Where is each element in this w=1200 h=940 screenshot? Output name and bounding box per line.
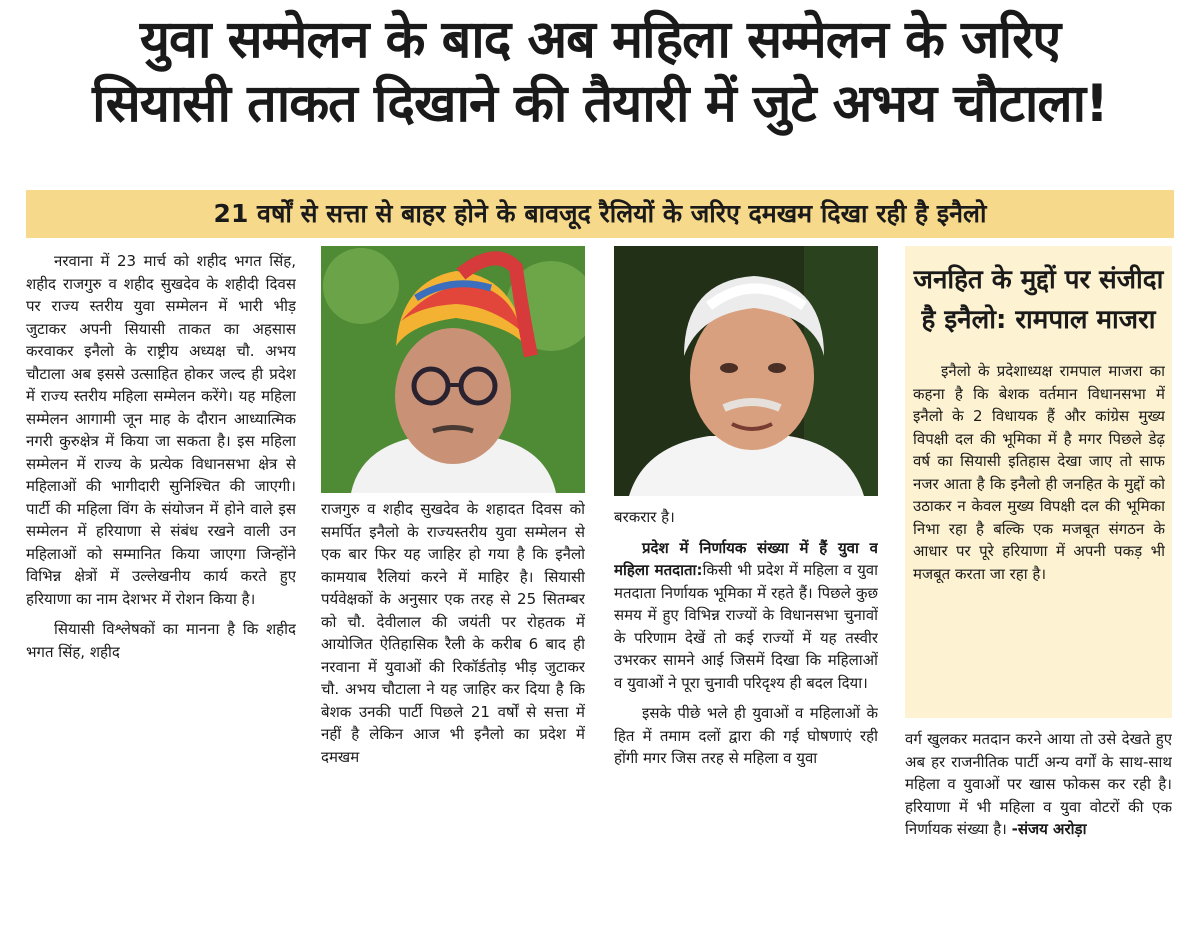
article-paragraph bbox=[614, 537, 878, 695]
article-column-2 bbox=[321, 498, 585, 930]
article-paragraph: इसके पीछे भले ही युवाओं व महिलाओं के हित में तमाम दलों द्वारा की गई घोषणाएं रही होंगी मगर जिस तरह से महिला व युवा bbox=[614, 704, 878, 767]
byline: -संजय अरोड़ा bbox=[1011, 820, 1087, 838]
article-paragraph: नरवाना में 23 मार्च को शहीद भगत सिंह, शहीद राजगुरु व शहीद सुखदेव के शहीदी दिवस पर राज्य स्तरीय युवा सम्मेलन में भारी भीड़ जुटाकर अपनी सियासी ताकत का अहसास करवाकर इनैलो के राष्ट्रीय अध्यक्ष चौ. अभय चौटाला अब इससे उत्साहित होकर जल्द ही प्रदेश में राज्य स्तरीय महिला सम्मेलन करेंगे। यह महिला सम्मेलन आगामी जून माह के दौरान आध्यात्मिक नगरी कुरुक्षेत्र में किया जा सकता है। इस महिला सम्मेलन में राज्य के प्रत्येक विधानसभा क्षेत्र से महिलाओं की भागीदारी सुनिश्चित की जाएगी। पार्टी की महिला विंग के संयोजन में होने वाले इस सम्मेलन में हरियाणा से संबंध रखने वाली उन महिलाओं को सम्मानित किया जाएगा जिन्होंने विभिन्न क्षेत्रों में उल्लेखनीय कार्य करते हुए हरियाणा का नाम देशभर में रोशन किया है। bbox=[26, 252, 296, 608]
article-text: वर्ग खुलकर मतदान करने आया तो उसे देखते हुए अब हर राजनीतिक पार्टी अन्य वर्गों के साथ-साथ महिला व युवाओं पर खास फोकस कर रही है। हरियाणा में भी महिला व युवा वोटरों की एक निर्णायक संख्या है। bbox=[905, 730, 1172, 838]
article-subheading: प्रदेश में निर्णायक संख्या में हैं युवा व महिला मतदाता: bbox=[614, 538, 878, 579]
photo-rampal-majra bbox=[614, 246, 878, 496]
article-paragraph: बरकरार है। bbox=[614, 508, 675, 526]
sidebar-title: जनहित के मुद्दों पर संजीदा है इनैलो: रामपाल माजरा bbox=[913, 265, 1164, 335]
article-paragraph: राजगुरु व शहीद सुखदेव के शहादत दिवस को समर्पित इनैलो के राज्यस्तरीय युवा सम्मेलन से एक बार फिर यह जाहिर हो गया है कि इनैलो कामयाब रैलियां करने में माहिर है। सियासी पर्यवेक्षकों के अनुसार एक तरह से 25 सितम्बर को चौ. देवीलाल की जयंती पर रोहतक में आयोजित ऐतिहासिक रैली के करीब 6 बाद ही नरवाना में युवाओं की रिकॉर्डतोड़ भीड़ जुटाकर चौ. अभय चौटाला ने यह जाहिर कर दिया है कि बेशक उनकी पार्टी पिछले 21 वर्षों से सत्ता में नहीं है लेकिन आज भी इनैलो का प्रदेश में दमखम bbox=[321, 500, 585, 766]
article-column-4 bbox=[905, 728, 1172, 930]
subheadline: 21 वर्षों से सत्ता से बाहर होने के बावजूद रैलियों के जरिए दमखम दिखा रही है इनैलो bbox=[26, 190, 1174, 238]
sidebar-paragraph: इनैलो के प्रदेशाध्यक्ष रामपाल माजरा का कहना है कि बेशक वर्तमान विधानसभा में इनैलो के 2 विधायक हैं और कांग्रेस मुख्य विपक्षी दल की भूमिका में है मगर पिछले डेढ़ वर्ष का सियासी इतिहास देखा जाए तो साफ नजर आता है कि इनैलो ही जनहित के मुद्दों को उठाकर न केवल मुख्य विपक्षी दल की भूमिका निभा रहा है बल्कि एक मजबूत संगठन के आधार पर पूरे हरियाणा में अपनी पकड़ भी मजबूत करता जा रहा है। bbox=[913, 362, 1165, 583]
article-paragraph bbox=[905, 728, 1172, 841]
article-text: किसी भी प्रदेश में महिला व युवा मतदाता निर्णायक भूमिका में रहते हैं। पिछले कुछ समय में हुए विभिन्न राज्यों के विधानसभा चुनावों के परिणाम देखें तो कई राज्यों में यह तस्वीर उभरकर सामने आई जिसमें दिखा कि महिलाओं व युवाओं ने पूरा चुनावी परिदृश्य ही बदल दिया। bbox=[614, 561, 878, 692]
article-paragraph: सियासी विश्लेषकों का मानना है कि शहीद भगत सिंह, शहीद bbox=[26, 620, 296, 661]
headline bbox=[10, 8, 1190, 136]
headline-line-1: युवा सम्मेलन के बाद अब महिला सम्मेलन के जरिए bbox=[139, 10, 1061, 70]
article-column-3 bbox=[614, 506, 878, 930]
sidebar-box bbox=[905, 246, 1172, 718]
headline-line-2: सियासी ताकत दिखाने की तैयारी में जुटे अभय चौटाला! bbox=[92, 74, 1108, 134]
photo-abhay-chautala bbox=[321, 246, 585, 493]
article-column-1 bbox=[26, 250, 296, 930]
sidebar-body bbox=[913, 360, 1165, 710]
